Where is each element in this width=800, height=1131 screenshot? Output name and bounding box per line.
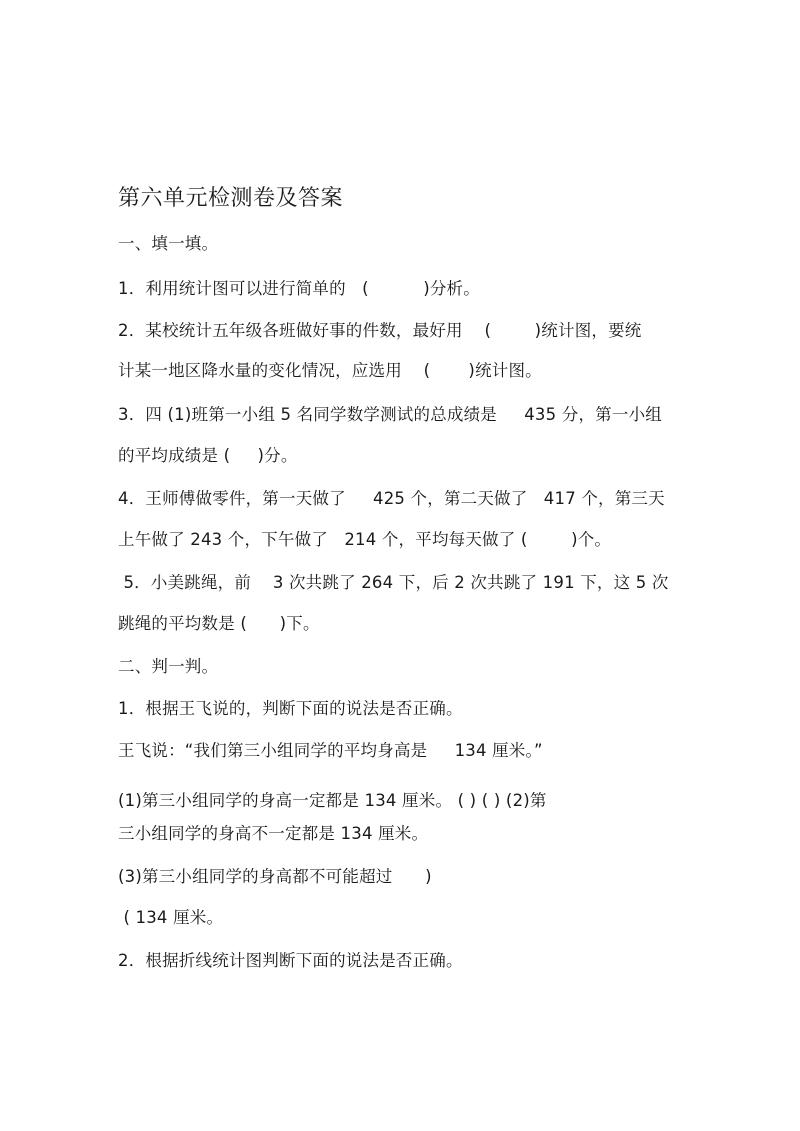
document-title: 第六单元检测卷及答案 xyxy=(118,186,344,211)
question-2-line-1: 2．某校统计五年级各班做好事的件数，最好用 ( )统计图，要统 xyxy=(118,321,642,340)
question-5-line-2: 跳绳的平均数是 ( )下。 xyxy=(118,614,320,633)
question-1: 1．利用统计图可以进行简单的 ( )分析。 xyxy=(118,279,480,298)
question-2-line-2: 计某一地区降水量的变化情况，应选用 ( )统计图。 xyxy=(118,361,542,380)
judge-question-2: 2．根据折线统计图判断下面的说法是否正确。 xyxy=(118,951,463,970)
judge-item-3-line-2: ( 134 厘米。 xyxy=(118,908,224,927)
judge-item-3-line-1: (3)第三小组同学的身高都不可能超过 ) xyxy=(118,867,432,886)
section-heading-fill: 一、填一填。 xyxy=(118,234,219,253)
question-4-line-1: 4．王师傅做零件，第一天做了 425 个，第二天做了 417 个，第三天 xyxy=(118,489,665,508)
question-3-line-2: 的平均成绩是 ( )分。 xyxy=(118,446,298,465)
judge-question-1: 1．根据王飞说的，判断下面的说法是否正确。 xyxy=(118,699,463,718)
question-5-line-1: 5．小美跳绳，前 3 次共跳了 264 下，后 2 次共跳了 191 下，这 5 次 xyxy=(118,573,669,592)
question-3-line-1: 3．四 (1)班第一小组 5 名同学数学测试的总成绩是 435 分，第一小组 xyxy=(118,405,662,424)
wang-fei-quote: 王飞说：“我们第三小组同学的平均身高是 134 厘米。” xyxy=(118,741,543,760)
judge-item-1-line-1: (1)第三小组同学的身高一定都是 134 厘米。 ( ) ( ) (2)第 xyxy=(118,791,547,810)
judge-item-1-line-2: 三小组同学的身高不一定都是 134 厘米。 xyxy=(118,824,429,843)
question-4-line-2: 上午做了 243 个，下午做了 214 个，平均每天做了 ( )个。 xyxy=(118,530,612,549)
section-heading-judge: 二、判一判。 xyxy=(118,657,219,676)
